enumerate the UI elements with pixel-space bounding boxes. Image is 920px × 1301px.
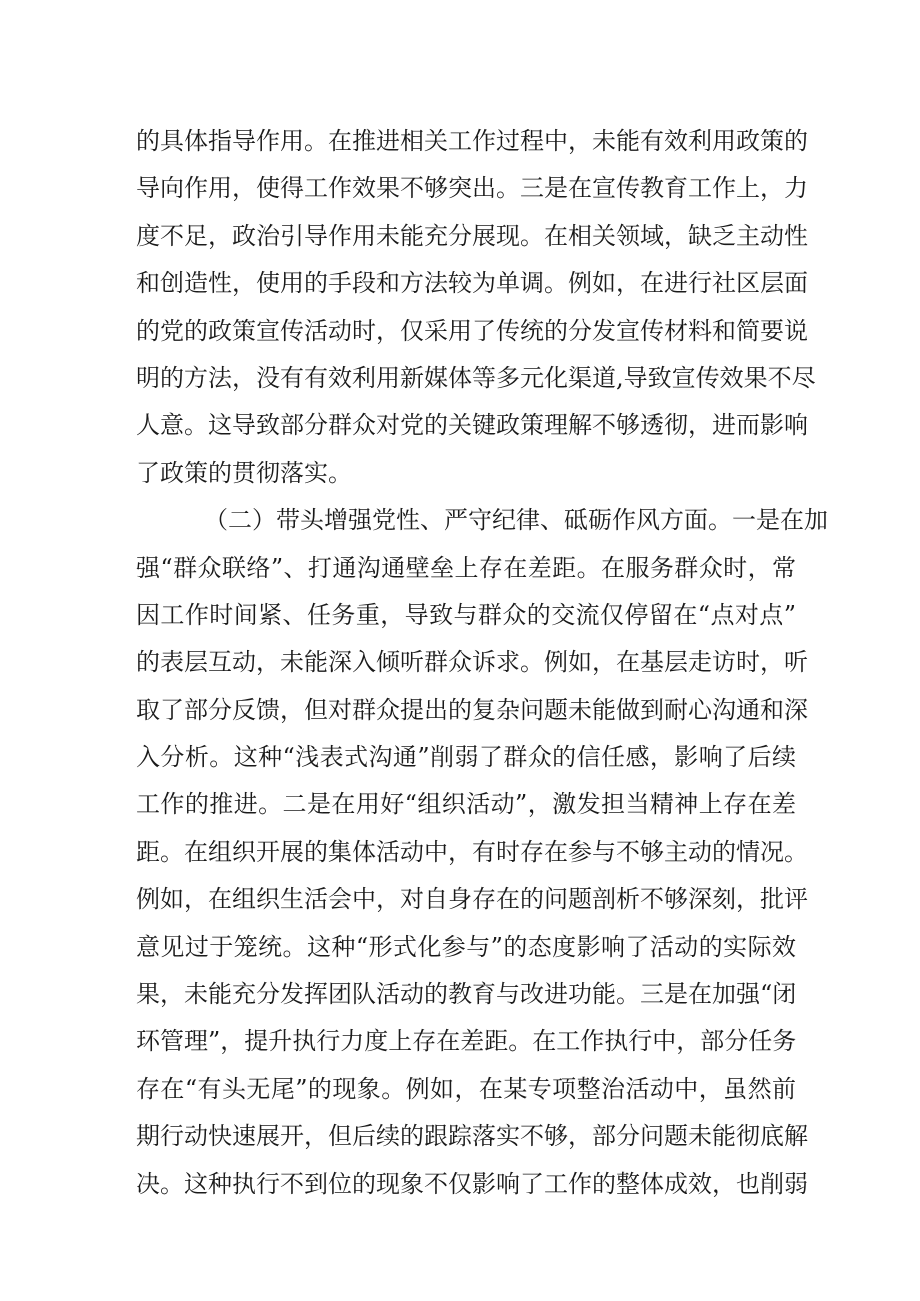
text-line: 明的方法，没有有效利用新媒体等多元化渠道,导致宣传效果不尽 bbox=[136, 363, 816, 392]
text-line: 的具体指导作用。在推进相关工作过程中，未能有效利用政策的 bbox=[136, 127, 808, 155]
text-line: 果，未能充分发挥团队活动的教育与改进功能。三是在加强“闭 bbox=[136, 980, 797, 1009]
text-line: 工作的推进。二是在用好“组织活动”，激发担当精神上存在差 bbox=[136, 790, 796, 819]
text-line: 期行动快速展开，但后续的跟踪落实不够，部分问题未能彻底解 bbox=[136, 1122, 808, 1151]
text-line: 人意。这导致部分群众对党的关键政策理解不够透彻，进而影响 bbox=[136, 411, 808, 440]
text-line: 入分析。这种“浅表式沟通”削弱了群众的信任感，影响了后续 bbox=[136, 743, 796, 772]
text-line: （二）带头增强党性、严守纪律、砥砺作风方面。一是在加 bbox=[204, 506, 828, 535]
text-line: 意见过于笼统。这种“形式化参与”的态度影响了活动的实际效 bbox=[136, 932, 796, 961]
text-line: 导向作用，使得工作效果不够突出。三是在宣传教育工作上，力 bbox=[136, 174, 808, 203]
text-line: 距。在组织开展的集体活动中，有时存在参与不够主动的情况。 bbox=[136, 837, 808, 866]
text-line: 因工作时间紧、任务重，导致与群众的交流仅停留在“点对点” bbox=[136, 600, 796, 629]
text-line: 存在“有头无尾”的现象。例如，在某专项整治活动中，虽然前 bbox=[136, 1074, 796, 1103]
text-line: 决。这种执行不到位的现象不仅影响了工作的整体成效，也削弱 bbox=[136, 1169, 808, 1198]
text-line: 了政策的贯彻落实。 bbox=[136, 458, 352, 487]
text-line: 取了部分反馈，但对群众提出的复杂问题未能做到耐心沟通和深 bbox=[136, 695, 808, 724]
text-line: 环管理”，提升执行力度上存在差距。在工作执行中，部分任务 bbox=[136, 1027, 797, 1056]
text-line: 的党的政策宣传活动时，仅采用了传统的分发宣传材料和简要说 bbox=[136, 316, 808, 345]
text-line: 的表层互动，未能深入倾听群众诉求。例如，在基层走访时，听 bbox=[136, 648, 808, 677]
text-line: 强“群众联络”、打通沟通壁垒上存在差距。在服务群众时，常 bbox=[136, 553, 796, 582]
text-line: 例如，在组织生活会中，对自身存在的问题剖析不够深刻，批评 bbox=[136, 885, 808, 914]
text-line: 和创造性，使用的手段和方法较为单调。例如，在进行社区层面 bbox=[136, 269, 808, 298]
body-text bbox=[136, 118, 828, 1208]
text-line: 度不足，政治引导作用未能充分展现。在相关领域，缺乏主动性 bbox=[136, 221, 808, 250]
